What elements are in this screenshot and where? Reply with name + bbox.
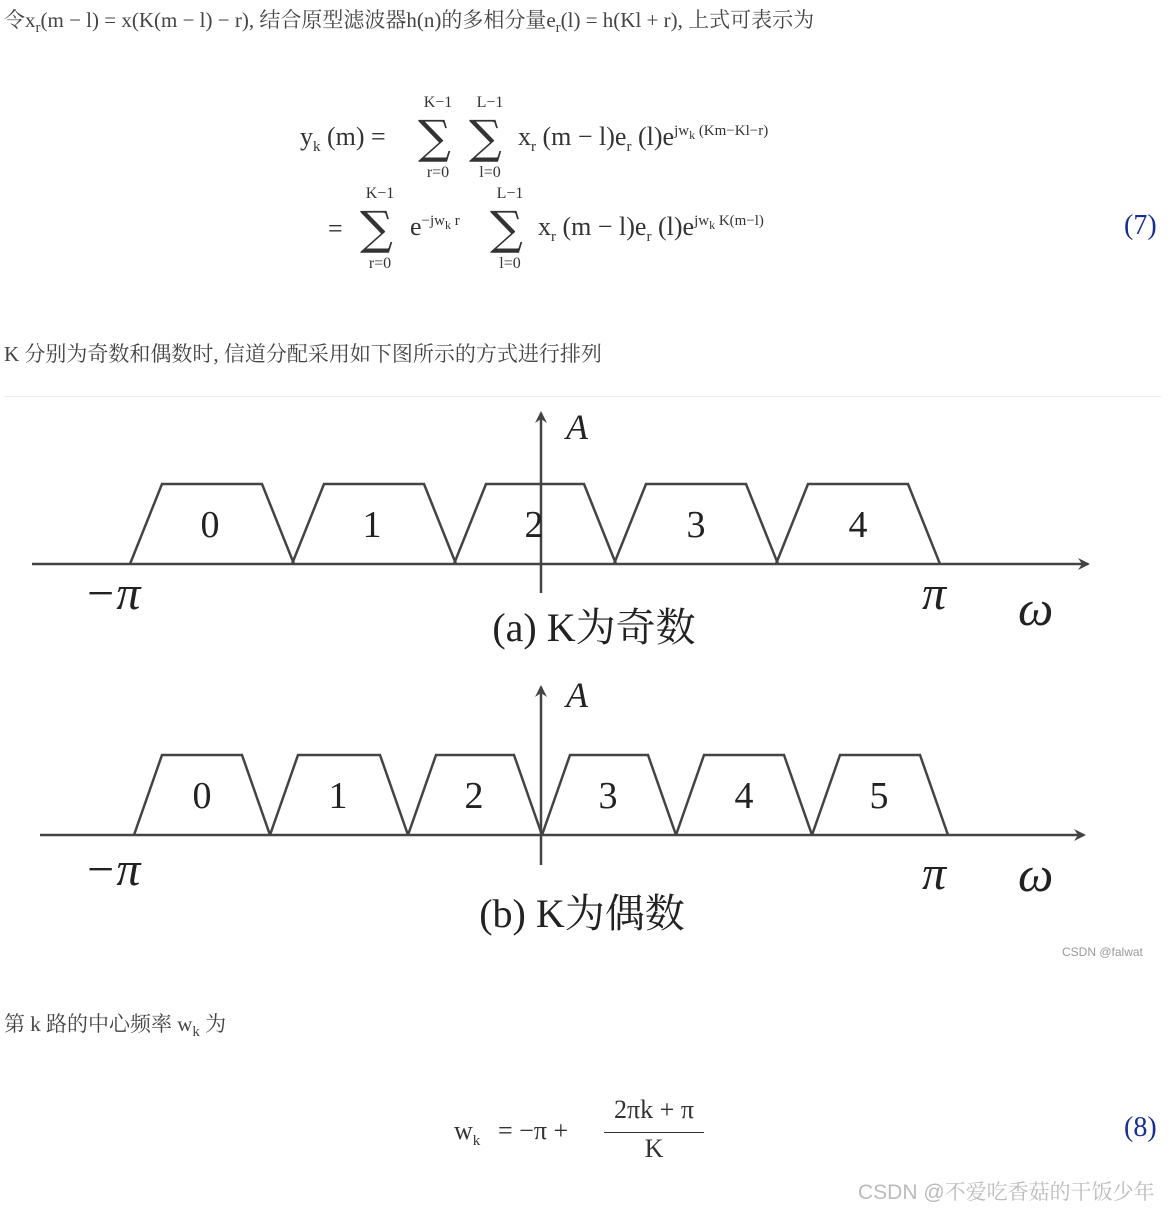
panel-a-caption: (a) K为奇数 (492, 605, 696, 650)
allocation-paragraph: K 分别为奇数和偶数时, 信道分配采用如下图所示的方式进行排列 (4, 342, 602, 366)
sum1-lower: r=0 (426, 164, 450, 181)
panel-b-pi: π (922, 847, 947, 900)
panel-a-amplitude-label: A (566, 407, 588, 447)
sum4-symbol: ∑ (490, 201, 523, 255)
intro-text-3: (l) = h(Kl + r), 上式可表示为 (560, 8, 815, 32)
panel-a-band-label-4: 4 (848, 504, 868, 546)
center-frequency-suffix: 为 (199, 1012, 227, 1036)
sum2-lower: l=0 (479, 164, 501, 181)
panel-b-caption: (b) K为偶数 (479, 891, 685, 936)
sum4-lower: l=0 (499, 255, 521, 272)
panel-b-band-label-4: 4 (734, 775, 754, 817)
figure-watermark: CSDN @falwat (1062, 945, 1143, 959)
channel-allocation-figure (4, 396, 1162, 971)
sum1-upper: K−1 (423, 94, 453, 111)
eq7-row2-term: $x_r$ $(m - l)e_r$ $(l)e^{jw_k K(m-l)}$ (538, 212, 764, 246)
panel-a (32, 407, 1088, 650)
eq7-equals-2: = (328, 214, 343, 243)
center-frequency-sub: k (192, 1024, 200, 1041)
panel-a-pi: π (922, 567, 947, 620)
sum3-symbol: ∑ (360, 201, 393, 255)
figure-svg (4, 397, 1162, 971)
panel-b-band-label-3: 3 (598, 775, 618, 817)
center-frequency-text: 第 k 路的中心频率 w (4, 1012, 193, 1036)
intro-paragraph (4, 4, 814, 37)
eq8-rhs: = −π + (498, 1116, 569, 1145)
eq8-lhs: $w_k$ (454, 1116, 481, 1150)
panel-a-neg-pi: −π (84, 567, 141, 620)
panel-a-band-label-1: 1 (362, 504, 382, 546)
panel-b-neg-pi: −π (84, 843, 141, 896)
intro-sub-r2: r (555, 20, 561, 37)
panel-a-band-label-0: 0 (200, 504, 220, 546)
sum2-symbol: ∑ (469, 110, 502, 164)
panel-b-band-label-5: 5 (869, 775, 889, 817)
panel-b (40, 675, 1084, 936)
panel-b-band-label-0: 0 (192, 775, 212, 817)
panel-b-band-label-2: 2 (464, 775, 484, 817)
sum3-lower: r=0 (368, 255, 392, 272)
eq8-numerator: 2πk + π (614, 1095, 694, 1124)
sum4-upper: L−1 (496, 185, 524, 202)
intro-text-2: (m − l) = x(K(m − l) − r), 结合原型滤波器h(n)的多相分量e (40, 8, 556, 32)
center-frequency-paragraph (4, 1008, 226, 1041)
eq8-fraction-bar (604, 1132, 704, 1133)
sum2-upper: L−1 (476, 94, 504, 111)
panel-b-omega: ω (1018, 846, 1054, 902)
page-watermark: CSDN @不爱吃香菇的干饭少年 (858, 1181, 1155, 1204)
intro-sub-r: r (35, 20, 41, 37)
eq7-row1-term: $x_r$ $(m - l)e_r$ $(l)e^{jw_k (Km-Kl-r)}$ (518, 122, 769, 156)
intro-text-1: 令x (4, 8, 36, 32)
eq7-number: (7) (1124, 210, 1157, 241)
panel-a-omega: ω (1018, 580, 1054, 636)
panel-b-band-label-1: 1 (328, 775, 348, 817)
panel-b-amplitude-label: A (566, 675, 588, 715)
sum1-symbol: ∑ (418, 110, 451, 164)
eq8-denominator: K (644, 1134, 664, 1163)
panel-a-band-label-2: 2 (524, 504, 544, 546)
sum3-upper: K−1 (365, 185, 395, 202)
eq7-lhs: $y_k$ (m) = (300, 122, 386, 156)
panel-a-band-label-3: 3 (686, 504, 706, 546)
eq7-exp-factor: $e^{-jw_k r}$ (410, 212, 460, 241)
eq8-number: (8) (1124, 1112, 1157, 1143)
